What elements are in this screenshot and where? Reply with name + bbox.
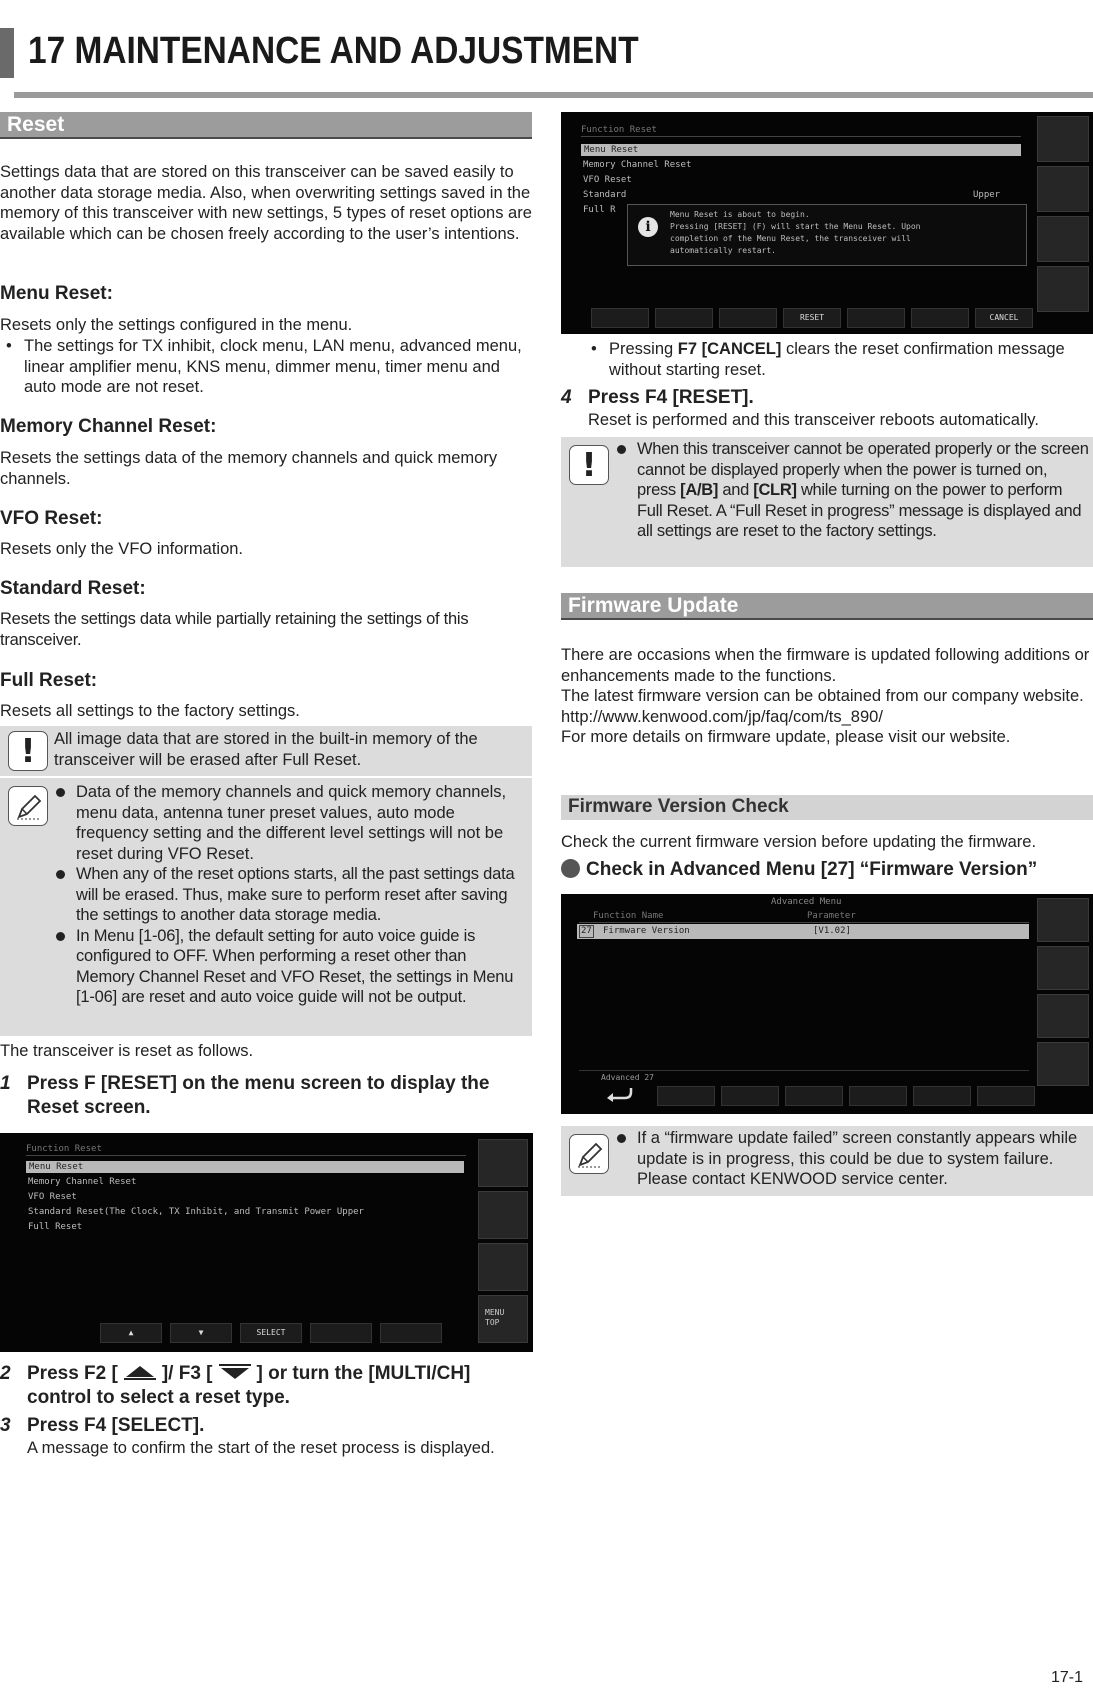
screen-item: Full R xyxy=(583,205,616,215)
screen-item-selected: 27 Firmware Version [V1.02] xyxy=(577,924,1029,939)
screen-msg-line: Menu Reset is about to begin. xyxy=(670,210,810,219)
screen-item-selected: Menu Reset xyxy=(581,144,1021,156)
chapter-rule xyxy=(14,92,1093,98)
memory-channel-reset-desc: Resets the settings data of the memory channels and quick memory channels. xyxy=(0,449,498,488)
screen-title: Function Reset xyxy=(26,1144,102,1154)
screen-fkey xyxy=(785,1086,843,1106)
step-4 xyxy=(561,386,1093,431)
bullet-dot xyxy=(56,932,65,941)
note-reset xyxy=(0,778,532,1036)
screen-item: Memory Channel Reset xyxy=(583,160,692,170)
note-firmware-list xyxy=(615,1128,1089,1190)
screen-side-key xyxy=(1037,216,1089,262)
chapter-title: 17 MAINTENANCE AND ADJUSTMENT xyxy=(28,30,639,72)
pencil-icon xyxy=(569,1134,609,1174)
bullet-dot xyxy=(56,870,65,879)
screen-side-label: MENU TOP xyxy=(485,1308,505,1327)
full-reset-desc: Resets all settings to the factory settings. xyxy=(0,702,300,720)
firmware-line: There are occasions when the firmware is updated following additions or enhancements made to the functions. xyxy=(561,646,1090,685)
note-reset-item: In Menu [1-06], the default setting for auto voice guide is configured to OFF. When performing a reset other than Memory Channel Reset and VFO Reset, the settings in Menu [1-06] are reset and auto voice guide will not be output. xyxy=(54,926,528,1008)
screen-fkey xyxy=(719,308,777,328)
screen-side-key xyxy=(1037,994,1089,1038)
menu-reset-desc: Resets only the settings configured in the menu. xyxy=(0,316,353,334)
screen-title: Function Reset xyxy=(581,125,657,135)
chapter-header xyxy=(0,28,1093,98)
step-2 xyxy=(0,1362,532,1410)
standard-reset-desc: Resets the settings data while partially retaining the settings of this transceiver. xyxy=(0,610,469,649)
screen-fkey-cancel: CANCEL xyxy=(975,308,1033,328)
bullet-mark: • xyxy=(6,337,12,355)
note-firmware-item: If a “firmware update failed” screen constantly appears while update is in progress, this could be due to system failure. Please contact KENWOOD service center. xyxy=(615,1128,1089,1190)
screen-msg-line: completion of the Menu Reset, the transceiver will xyxy=(670,234,911,243)
section-heading-reset: Reset xyxy=(0,112,532,139)
screen-fkey-select: SELECT xyxy=(240,1323,302,1343)
step-2-text: Press F2 [ ]/ F3 [ ] or turn the [MULTI/CH] control to select a reset type. xyxy=(27,1363,471,1408)
screen-confirm-dialog xyxy=(627,204,1027,266)
screen-fkey xyxy=(847,308,905,328)
firmware-line: For more details on firmware update, please visit our website. xyxy=(561,728,1011,746)
chapter-bar xyxy=(0,28,14,78)
firmware-check-menu: Check in Advanced Menu [27] “Firmware Version” xyxy=(561,858,1093,882)
note-reset-list xyxy=(54,782,528,1008)
procedure-intro: The transceiver is reset as follows. xyxy=(0,1042,254,1060)
caution-icon xyxy=(8,731,48,771)
screen-fkey-reset: RESET xyxy=(783,308,841,328)
screen-divider xyxy=(26,1155,466,1156)
screen-item: VFO Reset xyxy=(583,175,632,185)
cancel-note xyxy=(585,339,1065,380)
step-1 xyxy=(0,1072,532,1120)
info-icon: i xyxy=(638,217,658,237)
screen-side-key xyxy=(1037,166,1089,212)
screen-fkey xyxy=(380,1323,442,1343)
note-firmware xyxy=(561,1126,1093,1196)
screen-fkey xyxy=(655,308,713,328)
caution-full-reset xyxy=(0,726,532,776)
screen-item: Standard Reset(The Clock, TX Inhibit, and Transmit Power Upper xyxy=(28,1207,364,1217)
memory-channel-reset-title: Memory Channel Reset: xyxy=(0,416,217,437)
screen-fkey-up: ▲ xyxy=(100,1323,162,1343)
step-number: 3 xyxy=(0,1415,11,1436)
screen-item: Memory Channel Reset xyxy=(28,1177,137,1187)
screen-side-key xyxy=(1037,116,1089,162)
caution-boot-reset xyxy=(561,437,1093,567)
caution-full-reset-text: All image data that are stored in the built-in memory of the transceiver will be erased after Full Reset. xyxy=(54,730,478,769)
bullet-dot xyxy=(617,445,626,454)
step-4-desc: Reset is performed and this transceiver reboots automatically. xyxy=(588,411,1039,429)
menu-reset-title: Menu Reset: xyxy=(0,283,113,304)
firmware-lines xyxy=(561,645,1093,748)
pencil-icon xyxy=(8,786,48,826)
bullet-dot xyxy=(56,788,65,797)
screen-side-key xyxy=(1037,898,1089,942)
step-4-text: Press F4 [RESET]. xyxy=(588,387,754,408)
standard-reset-title: Standard Reset: xyxy=(0,578,146,599)
screen-fkey xyxy=(657,1086,715,1106)
screen-side-key xyxy=(478,1243,528,1291)
step-3 xyxy=(0,1414,532,1459)
vfo-reset-desc: Resets only the VFO information. xyxy=(0,540,244,558)
step-3-text: Press F4 [SELECT]. xyxy=(27,1415,205,1436)
reset-intro: Settings data that are stored on this transceiver can be saved easily to another data storage media. Also, when overwriting settings saved in the memory of this transceiver with new settings, 5 types of reset options are available which can be chosen freely according to the user’s intentions. xyxy=(0,163,532,243)
screen-item: Full Reset xyxy=(28,1222,83,1232)
screen-fkey xyxy=(913,1086,971,1106)
firmware-check-text: Check the current firmware version before updating the firmware. xyxy=(561,833,1037,851)
bullet-mark: • xyxy=(591,340,597,358)
screen-fkey xyxy=(721,1086,779,1106)
screen-fkey xyxy=(977,1086,1035,1106)
note-reset-item: When any of the reset options starts, all the past settings data will be erased. Thus, make sure to perform reset after saving the settings to another data storage media. xyxy=(54,864,528,926)
section-heading-firmware-update: Firmware Update xyxy=(561,593,1093,620)
step-number: 1 xyxy=(0,1073,11,1094)
return-arrow-icon xyxy=(605,1086,635,1102)
screen-fkey-down: ▼ xyxy=(170,1323,232,1343)
up-arrow-icon xyxy=(120,1363,160,1381)
cancel-note-text: Pressing F7 [CANCEL] clears the reset confirmation message without starting reset. xyxy=(609,340,1065,379)
step-1-text: Press F [RESET] on the menu screen to display the Reset screen. xyxy=(27,1073,490,1118)
screen-item-selected: Menu Reset xyxy=(26,1161,464,1173)
reset-screen-image xyxy=(0,1133,533,1352)
bullet-dot xyxy=(617,1134,626,1143)
screen-side-key xyxy=(478,1191,528,1239)
down-arrow-icon xyxy=(215,1363,255,1381)
screen-side-key-menu-top xyxy=(478,1295,528,1343)
caution-boot-item: When this transceiver cannot be operated properly or the screen cannot be displayed properly when the power is turned on, press [A/B] and [CLR] while turning on the power to perform Full Reset. A “Full Reset in progress” message is displayed and all settings are reset to the factory settings. xyxy=(615,439,1089,542)
vfo-reset-title: VFO Reset: xyxy=(0,508,103,529)
caution-boot-reset-list xyxy=(615,439,1089,542)
screen-fkey xyxy=(849,1086,907,1106)
step-number: 2 xyxy=(0,1363,11,1384)
screen-item: VFO Reset xyxy=(28,1192,77,1202)
screen-side-key xyxy=(478,1139,528,1187)
menu-reset-bullet-text: The settings for TX inhibit, clock menu, LAN menu, advanced menu, linear amplifier menu, KNS menu, dimmer menu, timer menu and auto mode are not reset. xyxy=(24,337,522,396)
reset-confirm-screen-image xyxy=(561,112,1093,334)
screen-fkey xyxy=(591,308,649,328)
screen-side-key xyxy=(1037,1042,1089,1086)
screen-upper-label: Upper xyxy=(973,190,1001,200)
firmware-url: http://www.kenwood.com/jp/faq/com/ts_890/ xyxy=(561,707,883,726)
bullet-circle-icon xyxy=(561,859,580,878)
section-heading-firmware-version-check: Firmware Version Check xyxy=(561,795,1093,820)
screen-side-key xyxy=(1037,266,1089,312)
step-3-desc: A message to confirm the start of the reset process is displayed. xyxy=(27,1439,495,1457)
screen-title: Advanced Menu xyxy=(771,897,842,907)
screen-col-header: Function Name xyxy=(593,911,664,921)
screen-msg-line: automatically restart. xyxy=(670,246,776,255)
screen-side-key xyxy=(1037,946,1089,990)
caution-icon xyxy=(569,445,609,485)
screen-divider xyxy=(581,136,1021,137)
screen-divider xyxy=(579,1070,1029,1071)
screen-col-header: Parameter xyxy=(807,911,856,921)
full-reset-title: Full Reset: xyxy=(0,670,98,691)
screen-footer-label: Advanced 27 xyxy=(601,1073,654,1082)
firmware-line: The latest firmware version can be obtained from our company website. xyxy=(561,687,1084,705)
menu-reset-bullet xyxy=(0,336,532,398)
firmware-version-screen-image xyxy=(561,894,1093,1114)
screen-item: Standard xyxy=(583,190,627,200)
screen-fkey xyxy=(911,308,969,328)
page-number: 17-1 xyxy=(1050,1669,1083,1686)
screen-fkey xyxy=(310,1323,372,1343)
screen-divider xyxy=(579,922,1029,923)
step-number: 4 xyxy=(561,387,572,408)
screen-msg-line: Pressing [RESET] (F) will start the Menu Reset. Upon xyxy=(670,222,921,231)
note-reset-item: Data of the memory channels and quick memory channels, menu data, antenna tuner preset values, auto mode frequency setting and the different level settings will not be reset during VFO Reset. xyxy=(54,782,528,864)
